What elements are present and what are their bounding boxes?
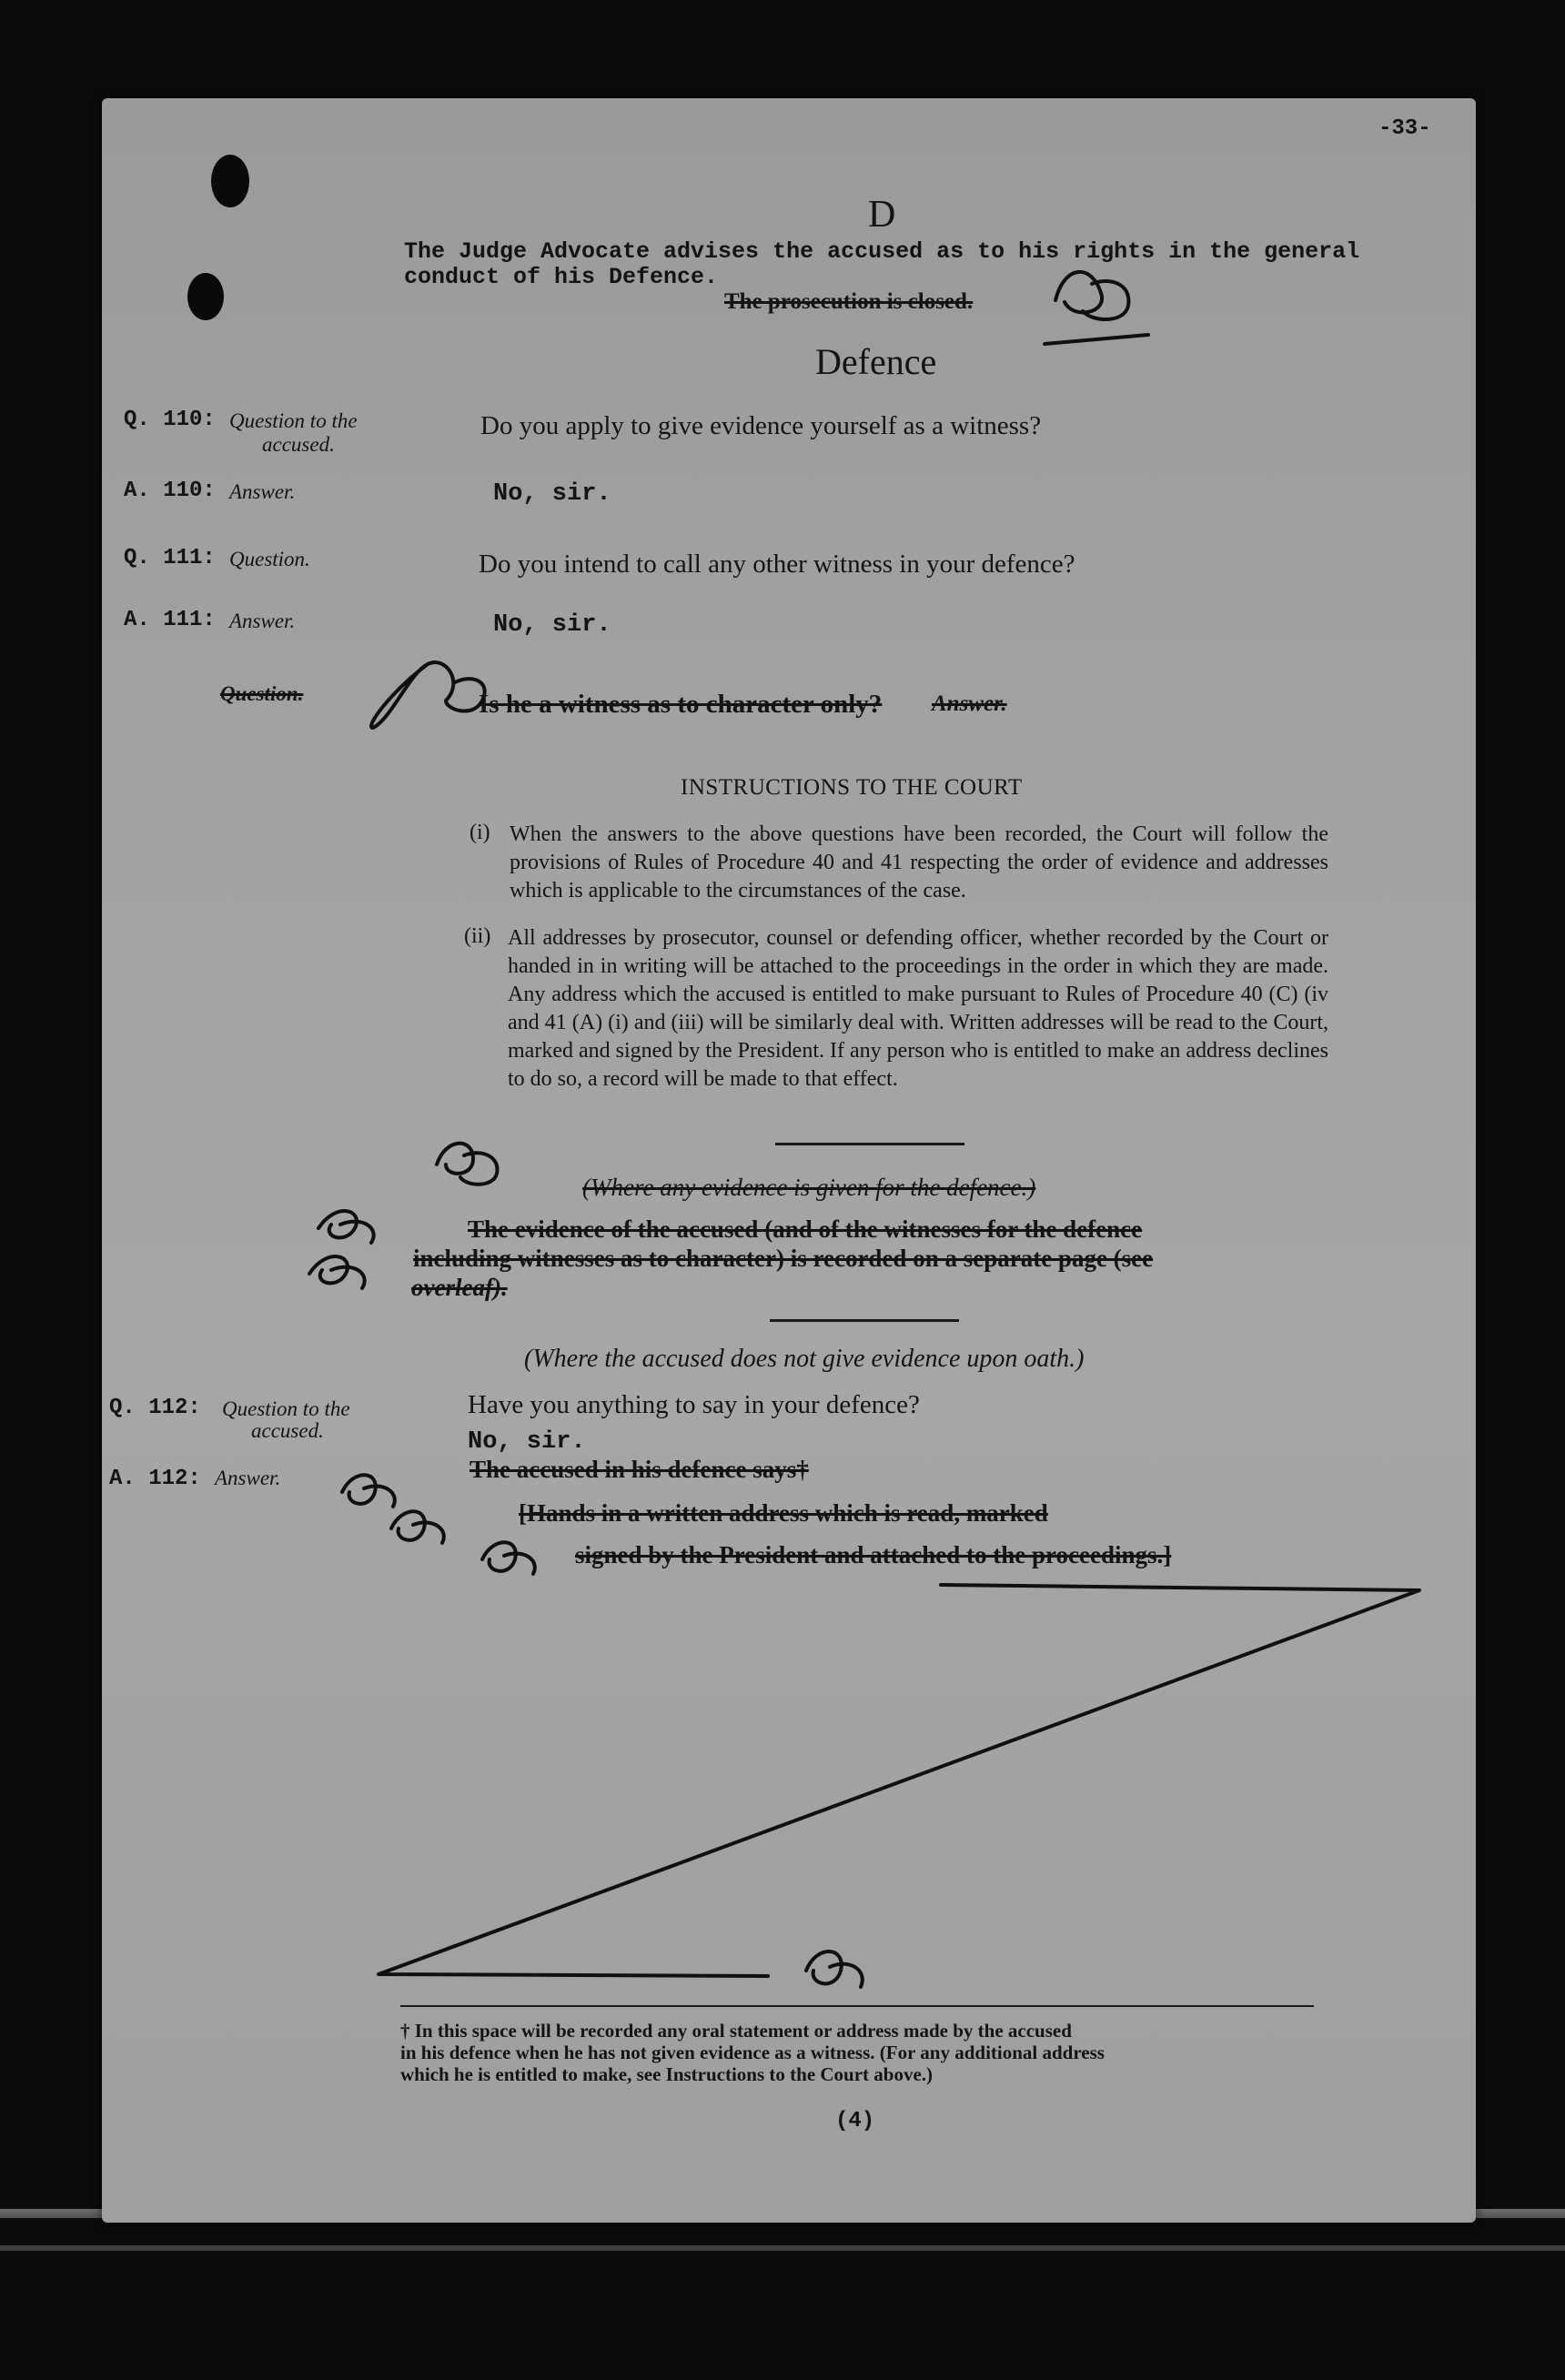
question-number: Q. 110: (124, 408, 216, 432)
answer-label: Answer. (215, 1467, 281, 1489)
question-label-accused: accused. (251, 1419, 324, 1442)
initials-mark (309, 1144, 498, 1288)
section-heading: Defence (815, 341, 937, 382)
answer-text: No, sir. (493, 611, 611, 639)
footnote-line: † In this space will be recorded any oral statement or address made by the accused (400, 2020, 1072, 2042)
answer-number: A. 112: (109, 1467, 201, 1491)
answer-text: No, sir. (493, 480, 611, 508)
struck-defence-line: The accused in his defence says† (470, 1456, 809, 1483)
instruction-number: (i) (470, 821, 490, 844)
footnote-line: which he is entitled to make, see Instructions to the Court above.) (400, 2063, 934, 2085)
answer-number: A. 110: (124, 479, 216, 503)
question-text: Do you apply to give evidence yourself as a witness? (480, 411, 1042, 440)
initials-mark (806, 1951, 863, 1987)
footnote (400, 2020, 1314, 2085)
question-text: Have you anything to say in your defence? (468, 1390, 920, 1419)
instructions-title: INSTRUCTIONS TO THE COURT (681, 775, 1023, 800)
struck-defence-line: signed by the President and attached to the proceedings.] (575, 1541, 1172, 1568)
question-number: Q. 112: (109, 1396, 201, 1420)
evidence-line-struck: The evidence of the accused (and of the witnesses for the defence (468, 1215, 1143, 1243)
answer-label: Answer. (229, 480, 296, 503)
question-text: Do you intend to call any other witness in your defence? (479, 550, 1075, 579)
struck-question-label: Question. (220, 682, 304, 705)
cancellation-triangle (379, 1585, 1419, 1976)
answer-label: Answer. (229, 610, 296, 632)
prosecution-closed-struck: The prosecution is closed. (724, 289, 974, 314)
evidence-line-struck: including witnesses as to character) is recorded on a separate page (see (413, 1245, 1154, 1272)
question-label-accused: accused. (262, 433, 335, 456)
struck-defence-line: [Hands in a written address which is read, marked (519, 1499, 1048, 1527)
question-number: Q. 111: (124, 546, 216, 570)
initials-mark (1045, 272, 1148, 344)
answer-text: No, sir. (468, 1428, 586, 1456)
struck-answer-label: Answer. (932, 691, 1007, 716)
page-marker: (4) (835, 2109, 875, 2133)
evidence-heading-struck: (Where any evidence is given for the defence.) (582, 1174, 1036, 1201)
advice-line-1: The Judge Advocate advises the accused as to his rights in the general (404, 238, 1360, 265)
initials-mark (342, 1475, 535, 1574)
footnote-line: in his defence when he has not given evidence as a witness. (For any additional address (400, 2042, 1105, 2063)
question-label: Question. (229, 548, 310, 570)
instruction-text: All addresses by prosecutor, counsel or defending officer, whether recorded by the Court or handed in in writing will be attached to the proceedings in the order in which they are made. Any address which the accused is entitled to make pursuant to Rules of Procedure 40 (C) (iv and 41 (A) (i) and (iii) will be similarly deal with. Written addresses will be read to the Court, marked and signed by the President. If any person who is entitled to make an address declines to do so, a record will be made to that effect. (508, 926, 1328, 1091)
instruction-text: When the answers to the above questions have been recorded, the Court will follow the provisions of Rules of Procedure 40 and 41 respecting the order of evidence and addresses which is applicable to the circumstances of the case. (510, 822, 1328, 903)
initials-mark (371, 662, 485, 728)
advice-line-2: conduct of his Defence. (404, 264, 719, 290)
instruction-number: (ii) (464, 924, 491, 948)
section-letter: D (868, 194, 896, 236)
question-label: Question to the (222, 1397, 350, 1420)
footnote-rule (400, 2005, 1314, 2007)
evidence-line-struck: overleaf). (411, 1274, 508, 1301)
answer-number: A. 111: (124, 608, 216, 632)
no-evidence-heading: (Where the accused does not give evidence upon oath.) (524, 1345, 1085, 1373)
question-label: Question to the (229, 409, 358, 432)
page-number: -33- (1378, 116, 1431, 141)
struck-question-text: Is he a witness as to character only? (479, 690, 883, 719)
